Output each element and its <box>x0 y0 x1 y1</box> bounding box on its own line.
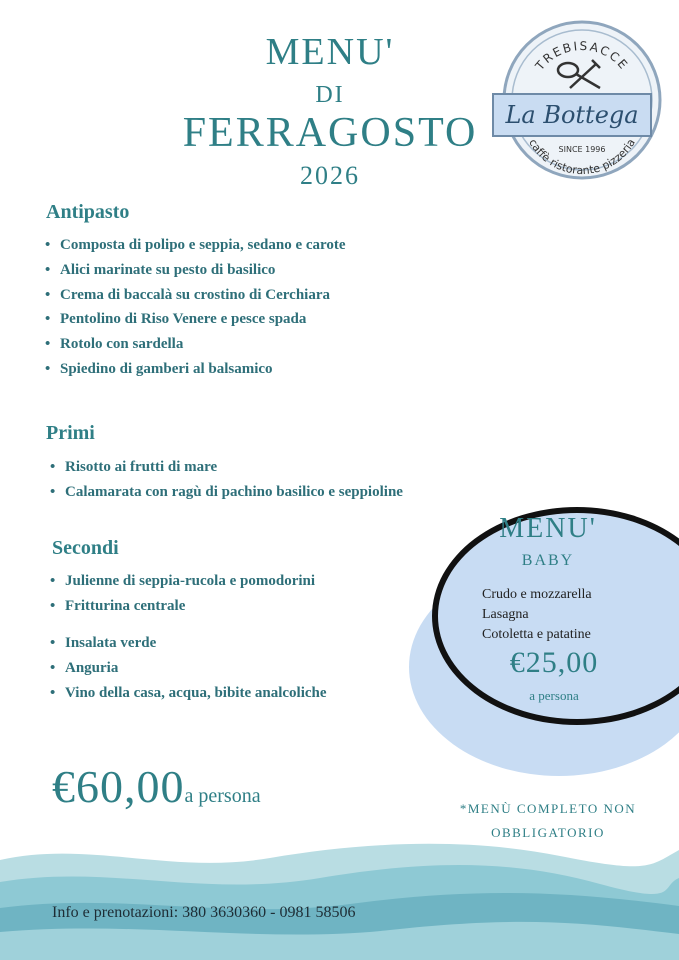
list-item: Lasagna <box>482 607 529 622</box>
main-price-amount: €60,00 <box>52 761 185 812</box>
logo-name-badge: La Bottega <box>492 93 652 137</box>
sea-waves-decoration <box>0 820 679 960</box>
note-line-2: OBBLIGATORIO <box>491 825 605 840</box>
list-item: • Spiedino di gamberi al balsamico <box>45 357 346 382</box>
list-item: • Vino della casa, acqua, bibite analcoliche <box>50 681 327 706</box>
list-item: • Fritturina centrale <box>50 594 315 619</box>
secondi-list <box>50 569 315 619</box>
title-line-di: DI <box>315 82 345 108</box>
list-item: • Anguria <box>50 656 327 681</box>
antipasto-list <box>45 233 346 382</box>
list-item: • Julienne di seppia-rucola e pomodorini <box>50 569 315 594</box>
baby-menu-title <box>478 512 618 572</box>
menu-title <box>150 30 510 192</box>
list-item: • Risotto ai frutti di mare <box>50 455 403 480</box>
list-item: • Calamarata con ragù di pachino basilico e seppioline <box>50 480 403 505</box>
logo-bottom-text: caffè ristorante pizzeria <box>526 136 638 178</box>
title-line-ferragosto: FERRAGOSTO <box>182 110 478 156</box>
main-price-unit: a persona <box>184 785 261 807</box>
list-item: • Rotolo con sardella <box>45 332 346 357</box>
baby-price-unit: a persona <box>529 688 579 703</box>
section-heading-antipasto: Antipasto <box>46 201 130 223</box>
list-item: Crudo e mozzarella <box>482 587 592 602</box>
baby-title-baby: BABY <box>521 552 575 569</box>
contact-info: Info e prenotazioni: 380 3630360 - 0981 58506 <box>52 904 356 921</box>
list-item: • Insalata verde <box>50 631 327 656</box>
list-item: • Crema di baccalà su crostino di Cerchiara <box>45 283 346 308</box>
list-item: • Pentolino di Riso Venere e pesce spada <box>45 307 346 332</box>
primi-list <box>50 455 403 505</box>
extras-list <box>50 631 327 705</box>
logo-top-text: TREBISACCE <box>532 38 632 73</box>
baby-price: €25,00 <box>509 646 599 679</box>
title-line-year: 2026 <box>300 161 360 190</box>
list-item: • Composta di polipo e seppia, sedano e carote <box>45 233 346 258</box>
section-heading-secondi: Secondi <box>52 537 119 559</box>
note-line-1: *MENÙ COMPLETO NON <box>459 801 637 816</box>
list-item: • Alici marinate su pesto di basilico <box>45 258 346 283</box>
baby-title-menu: MENU' <box>499 513 597 544</box>
title-line-menu: MENU' <box>265 31 395 73</box>
section-heading-primi: Primi <box>46 422 95 444</box>
main-price <box>52 760 261 813</box>
list-item: Cotoletta e patatine <box>482 627 591 642</box>
logo-since: SINCE 1996 <box>558 145 606 154</box>
baby-menu-list <box>482 585 592 645</box>
